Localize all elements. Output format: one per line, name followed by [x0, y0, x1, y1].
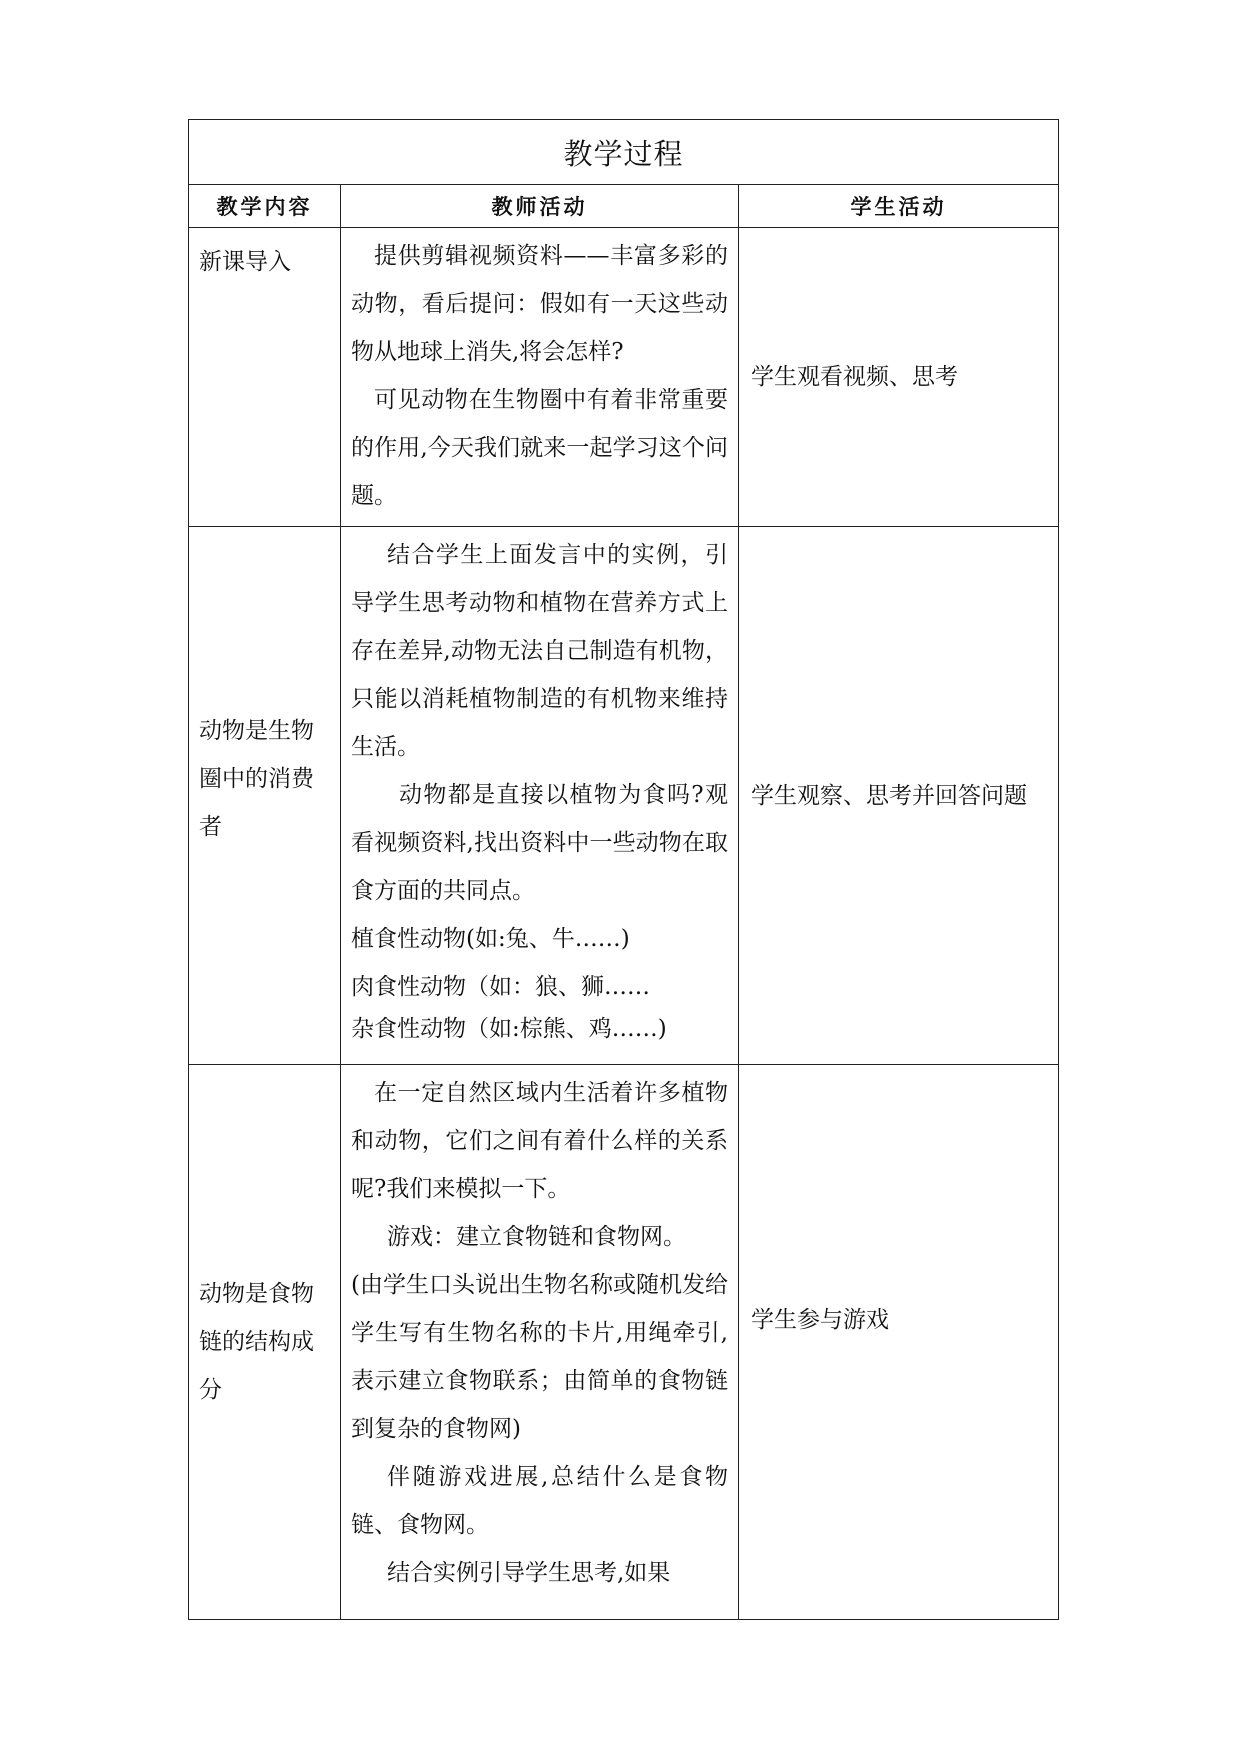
table-title: 教学过程 [189, 120, 1059, 185]
teaching-process-table [188, 119, 1059, 1620]
header-teacher-activity: 教师活动 [341, 185, 739, 228]
teacher-paragraph: 在一定自然区域内生活着许多植物和动物，它们之间有着什么样的关系呢?我们来模拟一下。 [351, 1080, 728, 1202]
teacher-paragraph: 提供剪辑视频资料——丰富多彩的动物，看后提问：假如有一天这些动物从地球上消失,将会怎样? [351, 243, 728, 365]
teacher-paragraph: 动物都是直接以植物为食吗?观看视频资料,找出资料中一些动物在取食方面的共同点。 [351, 782, 728, 904]
row-student-foodchain [739, 1065, 1059, 1620]
student-activity-text: 学生参与游戏 [751, 1307, 889, 1333]
row-content-foodchain [189, 1065, 341, 1620]
teacher-paragraph: (由学生口头说出生物名称或随机发给学生写有生物名称的卡片,用绳牵引,表示建立食物联系；由简单的食物链到复杂的食物网) [351, 1272, 728, 1442]
teacher-paragraph: 游戏：建立食物链和食物网。 [387, 1224, 686, 1250]
teacher-paragraph: 可见动物在生物圈中有着非常重要的作用,今天我们就来一起学习这个问题。 [351, 387, 728, 509]
teacher-paragraph: 结合学生上面发言中的实例，引导学生思考动物和植物在营养方式上存在差异,动物无法自己制造有机物，只能以消耗植物制造的有机物来维持生活。 [351, 542, 728, 760]
row-student-consumer: 学生观察、思考并回答问题 [739, 527, 1059, 1065]
teacher-paragraph: 杂食性动物（如:棕熊、鸡……) [351, 1016, 667, 1042]
header-teaching-content: 教学内容 [189, 185, 341, 228]
teacher-paragraph: 植食性动物(如:兔、牛……) [351, 926, 630, 952]
table-row [189, 228, 1059, 527]
teacher-paragraph: 结合实例引导学生思考,如果 [387, 1560, 671, 1586]
content-label: 动物是食物链的结构成分 [199, 1281, 314, 1403]
content-label: 动物是生物圈中的消费者 [199, 717, 314, 840]
table-row [189, 1065, 1059, 1620]
row-teacher-foodchain [341, 1065, 739, 1620]
row-content-intro: 新课导入 [189, 228, 341, 527]
row-student-intro: 学生观看视频、思考 [739, 228, 1059, 527]
row-content-consumer [189, 527, 341, 1065]
teacher-paragraph: 肉食性动物（如：狼、狮…… [351, 974, 650, 1000]
table-row [189, 527, 1059, 1065]
header-student-activity: 学生活动 [739, 185, 1059, 228]
row-teacher-consumer [341, 527, 739, 1065]
teacher-paragraph: 伴随游戏进展,总结什么是食物链、食物网。 [351, 1464, 728, 1538]
row-teacher-intro [341, 228, 739, 527]
